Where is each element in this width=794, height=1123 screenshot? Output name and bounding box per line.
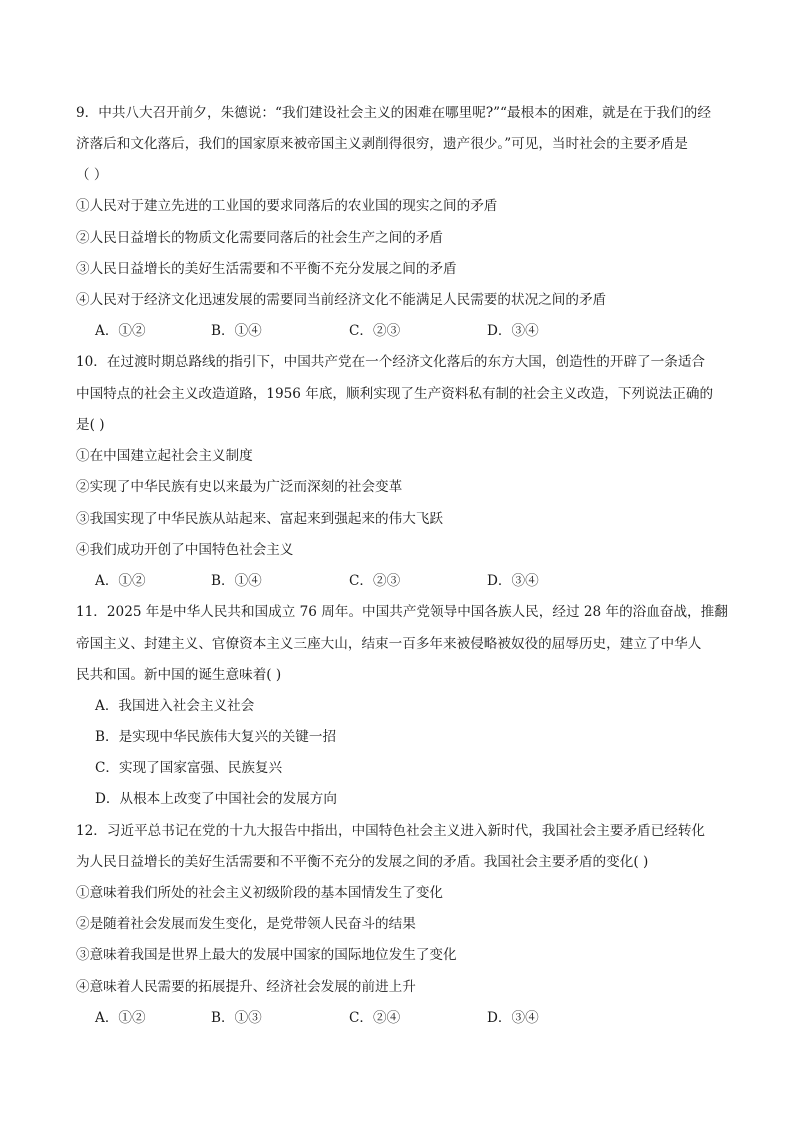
q10-option-b[interactable]: B．①④ — [211, 573, 262, 589]
q12-option-a[interactable]: A．①② — [95, 1010, 146, 1026]
q9-stem-line-3: （ ） — [76, 167, 108, 183]
q10-item-2: ②实现了中华民族有史以来最为广泛而深刻的社会变革 — [76, 479, 403, 495]
q9-option-a[interactable]: A．①② — [95, 323, 146, 339]
q10-option-a[interactable]: A．①② — [95, 573, 146, 589]
q12-option-b[interactable]: B．①③ — [211, 1010, 262, 1026]
q12-stem-line-1: 12．习近平总书记在党的十九大报告中指出，中国特色社会主义进入新时代，我国社会主要矛盾已经转化 — [76, 823, 706, 839]
q10-stem-line-3: 是( ) — [76, 417, 105, 433]
q12-item-4: ④意味着人民需要的拓展提升、经济社会发展的前进上升 — [76, 979, 416, 995]
q12-option-d[interactable]: D．③④ — [487, 1010, 539, 1026]
q10-item-1: ①在中国建立起社会主义制度 — [76, 448, 253, 464]
q12-item-3: ③意味着我国是世界上最大的发展中国家的国际地位发生了变化 — [76, 947, 457, 963]
q10-stem-line-1: 10．在过渡时期总路线的指引下，中国共产党在一个经济文化落后的东方大国，创造性的开辟了一条适合 — [76, 354, 706, 370]
q11-choice-b[interactable]: B．是实现中华民族伟大复兴的关键一招 — [95, 729, 337, 745]
q9-item-3: ③人民日益增长的美好生活需要和不平衡不充分发展之间的矛盾 — [76, 261, 457, 277]
q9-item-2: ②人民日益增长的物质文化需要同落后的社会生产之间的矛盾 — [76, 230, 444, 246]
q11-stem-line-2: 帝国主义、封建主义、官僚资本主义三座大山，结束一百多年来被侵略被奴役的屈辱历史，建立了中华人 — [76, 636, 702, 652]
q11-choice-a[interactable]: A．我国进入社会主义社会 — [95, 698, 255, 714]
q12-item-2: ②是随着社会发展而发生变化，是党带领人民奋斗的结果 — [76, 916, 416, 932]
q12-option-c[interactable]: C．②④ — [349, 1010, 401, 1026]
q11-choice-d[interactable]: D．从根本上改变了中国社会的发展方向 — [95, 791, 337, 807]
q9-option-d[interactable]: D．③④ — [487, 323, 539, 339]
q11-stem-line-3: 民共和国。新中国的诞生意味着( ) — [76, 667, 282, 683]
q9-item-1: ①人民对于建立先进的工业国的要求同落后的农业国的现实之间的矛盾 — [76, 198, 498, 214]
q10-option-c[interactable]: C．②③ — [349, 573, 401, 589]
q10-stem-line-2: 中国特点的社会主义改造道路，1956 年底，顺利实现了生产资料私有制的社会主义改造，下列说法正确的 — [76, 386, 714, 402]
q10-item-3: ③我国实现了中华民族从站起来、富起来到强起来的伟大飞跃 — [76, 511, 444, 527]
q9-option-b[interactable]: B．①④ — [211, 323, 262, 339]
q9-option-c[interactable]: C．②③ — [349, 323, 401, 339]
q11-stem-line-1: 11．2025 年是中华人民共和国成立 76 周年。中国共产党领导中国各族人民，经过 28 年的浴血奋战，推翻 — [76, 604, 728, 620]
q11-choice-c[interactable]: C．实现了国家富强、民族复兴 — [95, 760, 283, 776]
q9-item-4: ④人民对于经济文化迅速发展的需要同当前经济文化不能满足人民需要的状况之间的矛盾 — [76, 292, 607, 308]
q9-stem-line-2: 济落后和文化落后，我们的国家原来被帝国主义剥削得很穷，遗产很少。”可见，当时社会的主要矛盾是 — [76, 136, 688, 152]
q10-option-d[interactable]: D．③④ — [487, 573, 539, 589]
q12-item-1: ①意味着我们所处的社会主义初级阶段的基本国情发生了变化 — [76, 885, 444, 901]
q10-item-4: ④我们成功开创了中国特色社会主义 — [76, 542, 294, 558]
q12-stem-line-2: 为人民日益增长的美好生活需要和不平衡不充分的发展之间的矛盾。我国社会主要矛盾的变化( ) — [76, 854, 649, 870]
q9-stem-line-1: 9．中共八大召开前夕，朱德说：“我们建设社会主义的困难在哪里呢?”“最根本的困难，就是在于我们的经 — [76, 105, 711, 121]
